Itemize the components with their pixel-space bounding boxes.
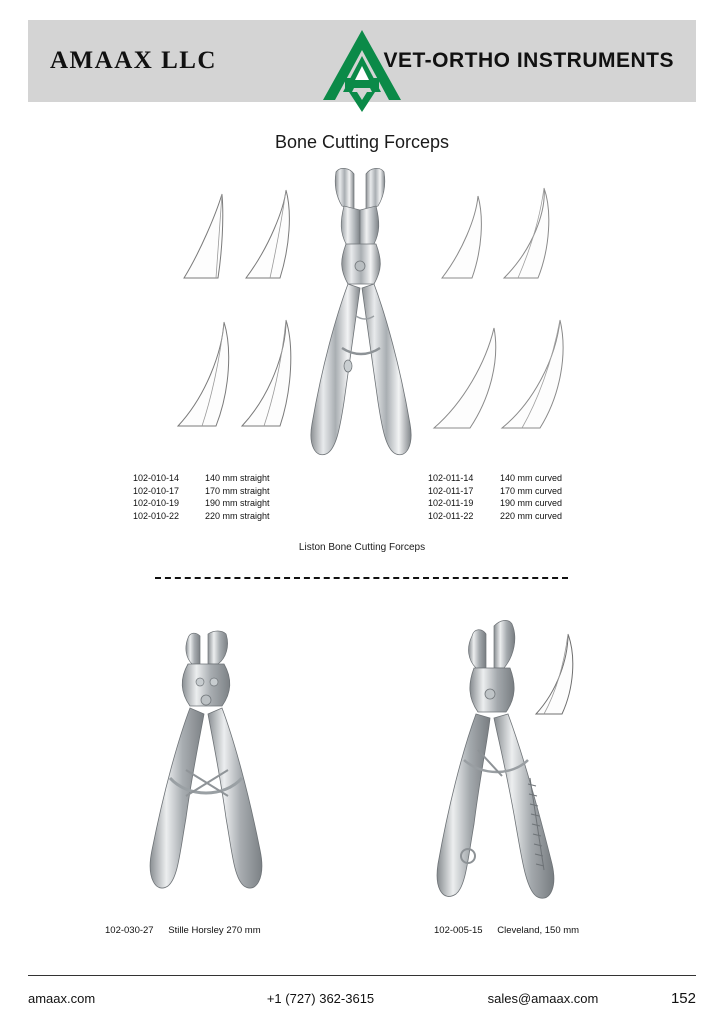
caption-cleveland (434, 925, 579, 936)
company-name: AMAAX LLC (50, 47, 217, 74)
product-desc: 190 mm straight (205, 498, 270, 509)
product-desc: Cleveland, 150 mm (497, 925, 580, 936)
page-number: 152 (670, 989, 696, 1007)
caption-stille-horsley (105, 925, 261, 936)
product-code: 102-011-19 (428, 498, 474, 509)
jaw-tip-line-drawings (178, 192, 234, 282)
page-header (28, 20, 696, 102)
list-item (428, 485, 562, 498)
list-item (428, 497, 562, 510)
product-desc: 220 mm straight (205, 510, 270, 521)
product-desc: 220 mm curved (500, 510, 563, 521)
product-code: 102-011-22 (428, 510, 474, 521)
header-tagline: VET-ORTHO INSTRUMENTS (383, 49, 674, 72)
product-desc: 170 mm curved (500, 485, 563, 496)
product-code: 102-010-14 (133, 473, 180, 483)
list-item (133, 472, 270, 485)
bone-cutting-forceps-image (296, 166, 426, 461)
footer-phone[interactable]: +1 (727) 362-3615 (266, 990, 375, 1006)
list-item (428, 472, 562, 485)
jaw-tip-line-drawings (236, 188, 296, 282)
jaw-tip-line-drawings (436, 192, 492, 282)
product-desc: 140 mm curved (500, 473, 563, 483)
jaw-tip-line-drawings (528, 630, 588, 720)
product-code: 102-010-22 (133, 510, 180, 521)
product-code: 102-010-17 (133, 485, 180, 496)
dashed-divider (155, 577, 568, 579)
footer-email[interactable]: sales@amaax.com (487, 990, 599, 1006)
product-code-list-curved (428, 472, 562, 522)
jaw-tip-line-drawings (430, 322, 502, 432)
jaw-tip-line-drawings (232, 316, 298, 430)
page-footer (28, 983, 696, 1013)
product-desc: 140 mm straight (205, 473, 270, 483)
product-code: 102-011-17 (428, 485, 474, 496)
jaw-tip-line-drawings (490, 186, 554, 282)
footer-website[interactable]: amaax.com (28, 990, 96, 1006)
product-code-list-straight (133, 472, 270, 522)
product-desc: 190 mm curved (500, 498, 563, 509)
section-subtitle: Liston Bone Cutting Forceps (298, 542, 426, 553)
stille-horsley-forceps-image (130, 630, 290, 910)
jaw-tip-line-drawings (172, 318, 238, 430)
footer-divider (28, 975, 696, 976)
page-title: Bone Cutting Forceps (274, 132, 450, 152)
product-desc: 170 mm straight (205, 485, 270, 496)
amaax-triangle-logo-icon (319, 26, 405, 114)
product-desc: Stille Horsley 270 mm (168, 925, 261, 936)
product-code: 102-011-14 (428, 473, 474, 483)
product-code: 102-005-15 (434, 925, 483, 936)
list-item (133, 485, 270, 498)
jaw-tip-line-drawings (494, 316, 570, 432)
list-item (133, 497, 270, 510)
list-item (428, 510, 562, 523)
product-code: 102-030-27 (105, 925, 154, 936)
product-code: 102-010-19 (133, 498, 180, 509)
list-item (133, 510, 270, 523)
